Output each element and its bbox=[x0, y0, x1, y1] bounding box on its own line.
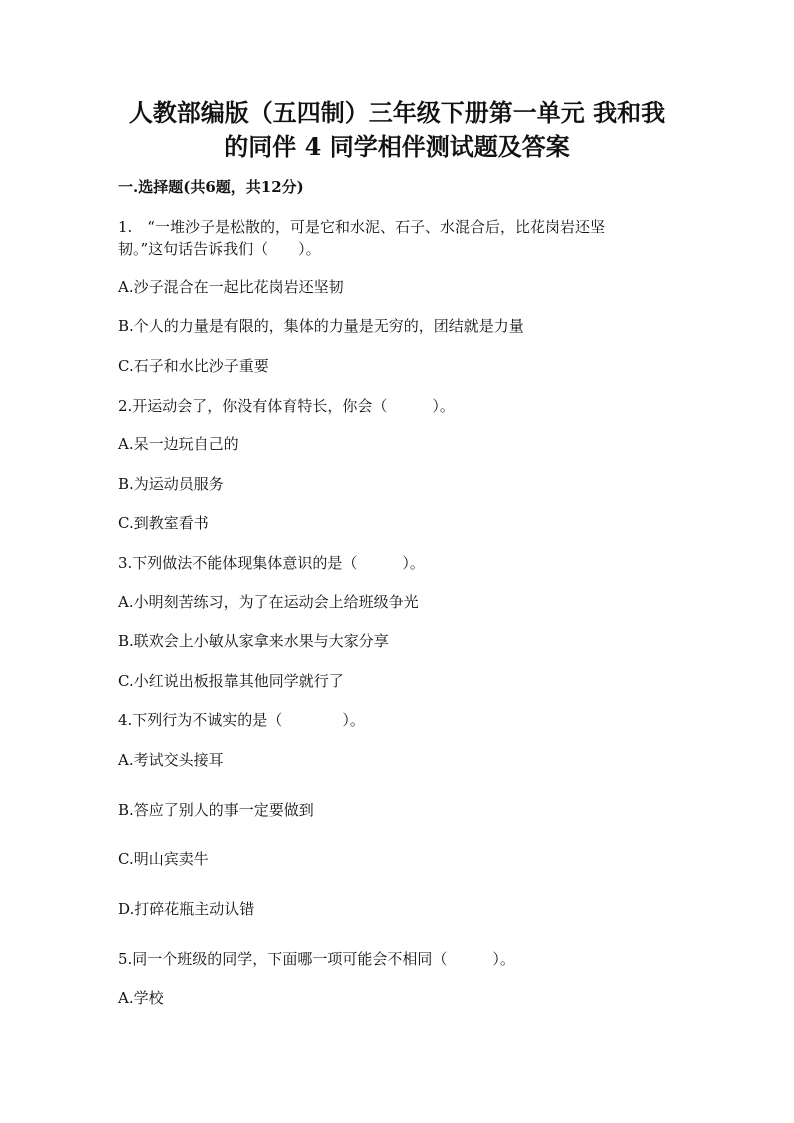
question-4-option-d: D.打碎花瓶主动认错 bbox=[118, 900, 255, 918]
document-title-line-2: 的同伴 4 同学相伴测试题及答案 bbox=[224, 132, 570, 161]
question-1-stem-line-1: 1. “一堆沙子是松散的，可是它和水泥、石子、水混合后，比花岗岩还坚 bbox=[118, 218, 605, 236]
document-title-line-1: 人教部编版（五四制）三年级下册第一单元 我和我 bbox=[128, 98, 666, 127]
section-heading: 一.选择题(共6题，共12分) bbox=[118, 178, 304, 196]
question-4-option-a: A.考试交头接耳 bbox=[118, 751, 224, 769]
question-1-option-a: A.沙子混合在一起比花岗岩还坚韧 bbox=[118, 278, 344, 296]
question-3-option-a: A.小明刻苦练习，为了在运动会上给班级争光 bbox=[118, 593, 419, 611]
question-3-stem: 3.下列做法不能体现集体意识的是（ ）。 bbox=[118, 554, 425, 572]
question-5-option-a: A.学校 bbox=[118, 989, 164, 1007]
question-2-stem: 2.开运动会了，你没有体育特长，你会（ ）。 bbox=[118, 397, 455, 415]
question-3-option-c: C.小红说出板报靠其他同学就行了 bbox=[118, 672, 344, 690]
question-1-option-c: C.石子和水比沙子重要 bbox=[118, 357, 269, 375]
question-3-option-b: B.联欢会上小敏从家拿来水果与大家分享 bbox=[118, 632, 389, 650]
question-4-option-b: B.答应了别人的事一定要做到 bbox=[118, 801, 314, 819]
question-4-stem: 4.下列行为不诚实的是（ ）。 bbox=[118, 711, 365, 729]
question-5-stem: 5.同一个班级的同学，下面哪一项可能会不相同（ ）。 bbox=[118, 950, 515, 968]
question-1-option-b: B.个人的力量是有限的，集体的力量是无穷的，团结就是力量 bbox=[118, 317, 524, 335]
question-2-option-b: B.为运动员服务 bbox=[118, 475, 224, 493]
question-2-option-c: C.到教室看书 bbox=[118, 514, 209, 532]
question-4-option-c: C.明山宾卖牛 bbox=[118, 850, 209, 868]
question-2-option-a: A.呆一边玩自己的 bbox=[118, 435, 239, 453]
question-1-stem-line-2: 韧。”这句话告诉我们（ ）。 bbox=[118, 240, 321, 258]
